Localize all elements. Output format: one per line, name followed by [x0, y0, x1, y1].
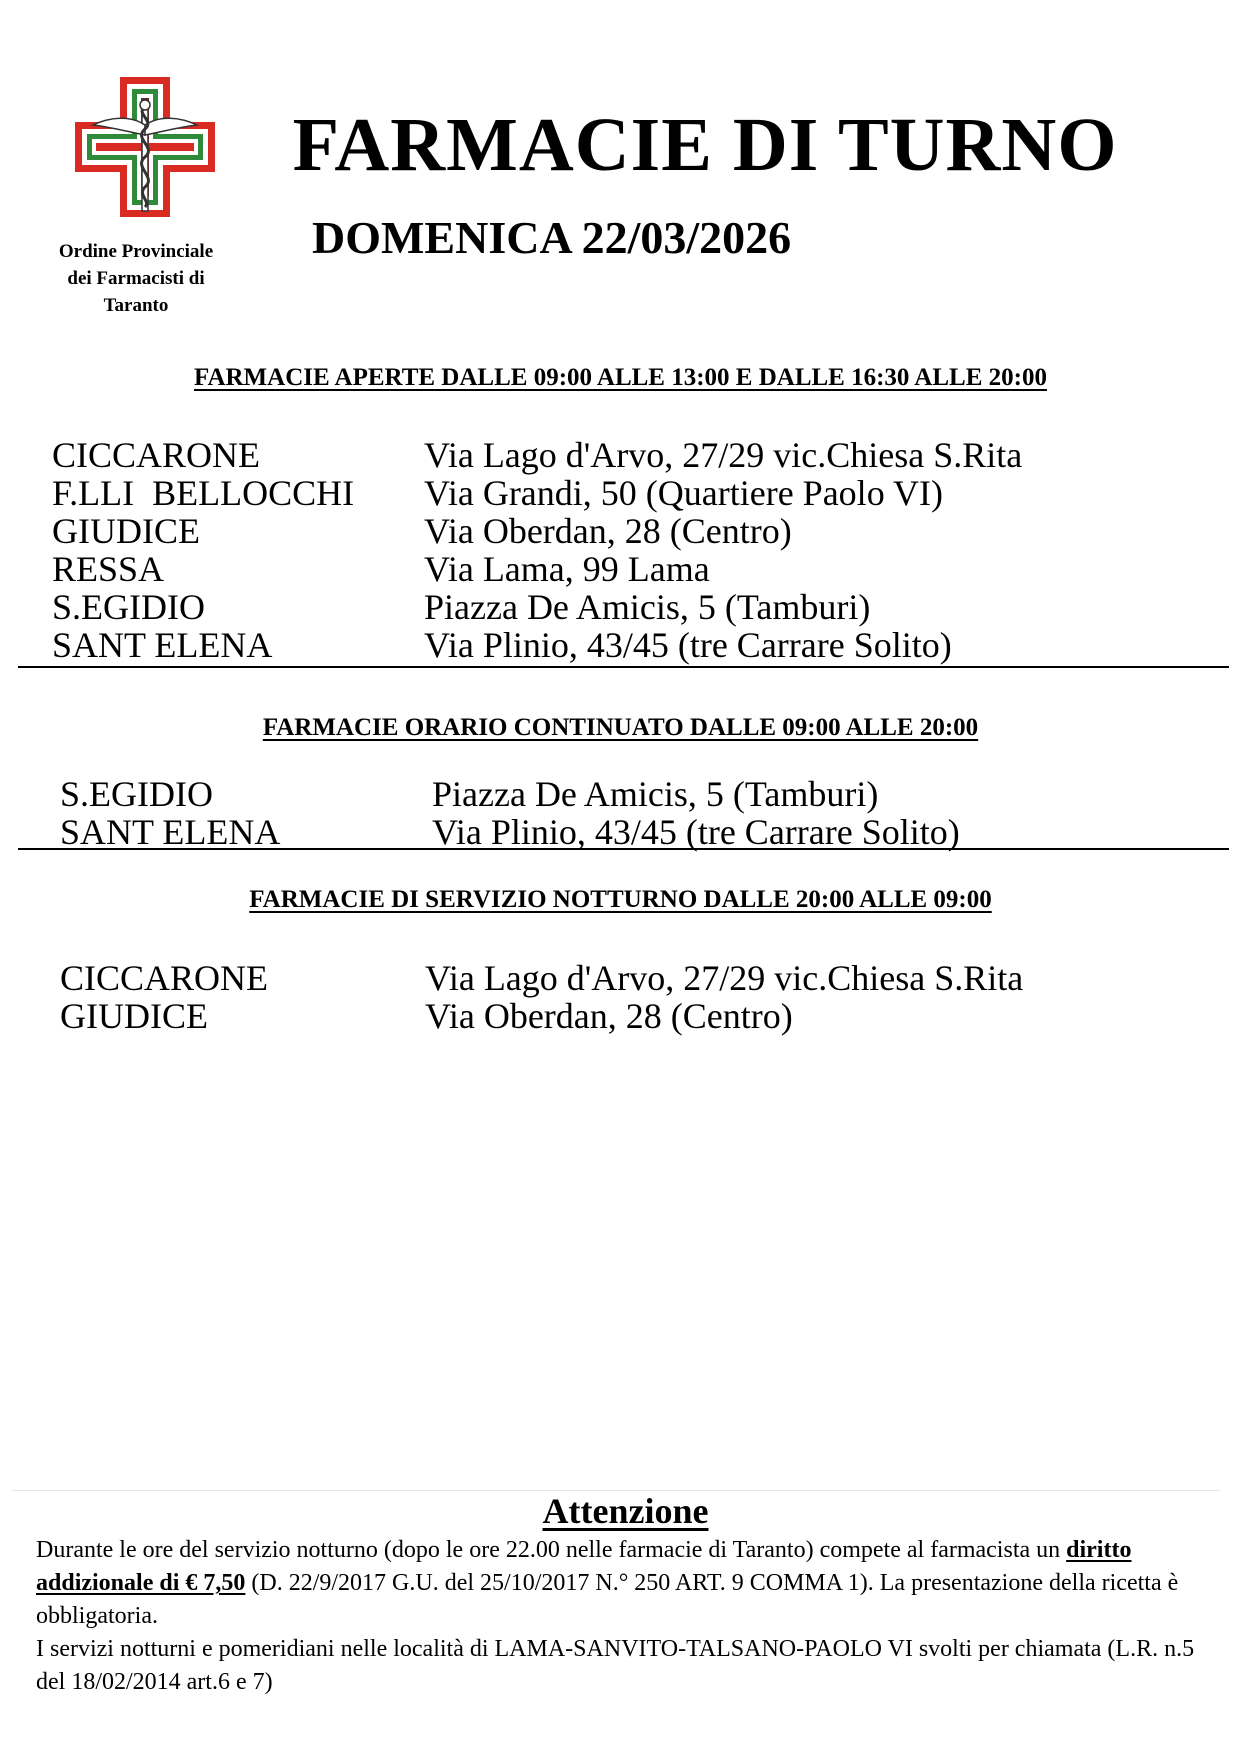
- pharmacy-name: S.EGIDIO: [52, 587, 205, 627]
- pharmacy-name: CICCARONE: [52, 435, 261, 475]
- pharmacy-address: Via Lago d'Arvo, 27/29 vic.Chiesa S.Rita: [424, 435, 1023, 475]
- note-on-call: I servizi notturni e pomeridiani nelle località di LAMA-SANVITO-TALSANO-PAOLO VI svolti per chiamata (L.R. n.5 del 18/02/2014 art.6 e 7): [36, 1636, 1195, 1695]
- list-item: [52, 474, 1022, 512]
- divider: [18, 666, 1229, 668]
- organization-name: [28, 238, 244, 319]
- pharmacy-address: Via Oberdan, 28 (Centro): [425, 996, 793, 1036]
- pharmacy-list-night: [60, 959, 1023, 1035]
- list-item: [60, 959, 1023, 997]
- list-item: [52, 512, 1022, 550]
- pharmacy-address: Via Grandi, 50 (Quartiere Paolo VI): [424, 473, 944, 513]
- pharmacy-cross-caduceus-icon: [75, 77, 215, 217]
- pharmacy-address: Piazza De Amicis, 5 (Tamburi): [424, 587, 871, 627]
- list-item: [52, 436, 1022, 474]
- organization-line-3: Taranto: [103, 295, 169, 316]
- pharmacy-address: Via Plinio, 43/45 (tre Carrare Solito): [424, 625, 952, 665]
- section-heading-continuous: FARMACIE ORARIO CONTINUATO DALLE 09:00 ALLE 20:00: [262, 714, 979, 741]
- section-heading-daytime: FARMACIE APERTE DALLE 09:00 ALLE 13:00 E DALLE 16:30 ALLE 20:00: [194, 364, 1047, 391]
- pharmacy-name: RESSA: [52, 549, 165, 589]
- list-item: [52, 550, 1022, 588]
- date-line: DOMENICA 22/03/2026: [312, 212, 792, 263]
- pharmacy-name: SANT ELENA: [60, 812, 281, 852]
- pharmacy-address: Via Lago d'Arvo, 27/29 vic.Chiesa S.Rita: [425, 958, 1024, 998]
- pharmacy-list-daytime: [52, 436, 1022, 664]
- page-title: FARMACIE DI TURNO: [292, 103, 1118, 187]
- surcharge-amount: diritto addizionale di € 7,50: [36, 1537, 1132, 1596]
- list-item: [60, 775, 960, 813]
- organization-line-1: Ordine Provinciale: [58, 241, 214, 262]
- organization-line-2: dei Farmacisti di: [67, 268, 205, 289]
- pharmacy-address: Via Plinio, 43/45 (tre Carrare Solito): [432, 812, 960, 852]
- note-text: (D. 22/9/2017 G.U. del 25/10/2017 N.° 250 ART. 9 COMMA 1). La presentazione della ricetta è obbligatoria.: [36, 1570, 1179, 1629]
- section-heading-night: FARMACIE DI SERVIZIO NOTTURNO DALLE 20:00 ALLE 09:00: [249, 886, 992, 913]
- pharmacy-address: Piazza De Amicis, 5 (Tamburi): [432, 774, 879, 814]
- pharmacy-name: GIUDICE: [60, 996, 208, 1036]
- list-item: [52, 626, 1022, 664]
- note-surcharge: [36, 1534, 1216, 1633]
- pharmacy-name: SANT ELENA: [52, 625, 273, 665]
- pharmacy-address: Via Lama, 99 Lama: [424, 549, 710, 589]
- pharmacy-list-continuous: [60, 774, 960, 852]
- pharmacy-name: GIUDICE: [52, 511, 200, 551]
- list-item: [52, 588, 1022, 626]
- attention-heading: Attenzione: [542, 1491, 709, 1531]
- list-item: [60, 997, 1023, 1035]
- note-text: Durante le ore del servizio notturno (dopo le ore 22.00 nelle farmacie di Taranto) compete al farmacista un: [36, 1537, 1067, 1563]
- pharmacy-name: CICCARONE: [60, 958, 269, 998]
- pharmacy-address: Via Oberdan, 28 (Centro): [424, 511, 792, 551]
- attention-notes: [36, 1534, 1216, 1699]
- pharmacy-name: F.LLI BELLOCCHI: [52, 473, 355, 513]
- pharmacy-name: S.EGIDIO: [60, 774, 213, 814]
- divider: [18, 848, 1229, 850]
- list-item: [60, 812, 960, 852]
